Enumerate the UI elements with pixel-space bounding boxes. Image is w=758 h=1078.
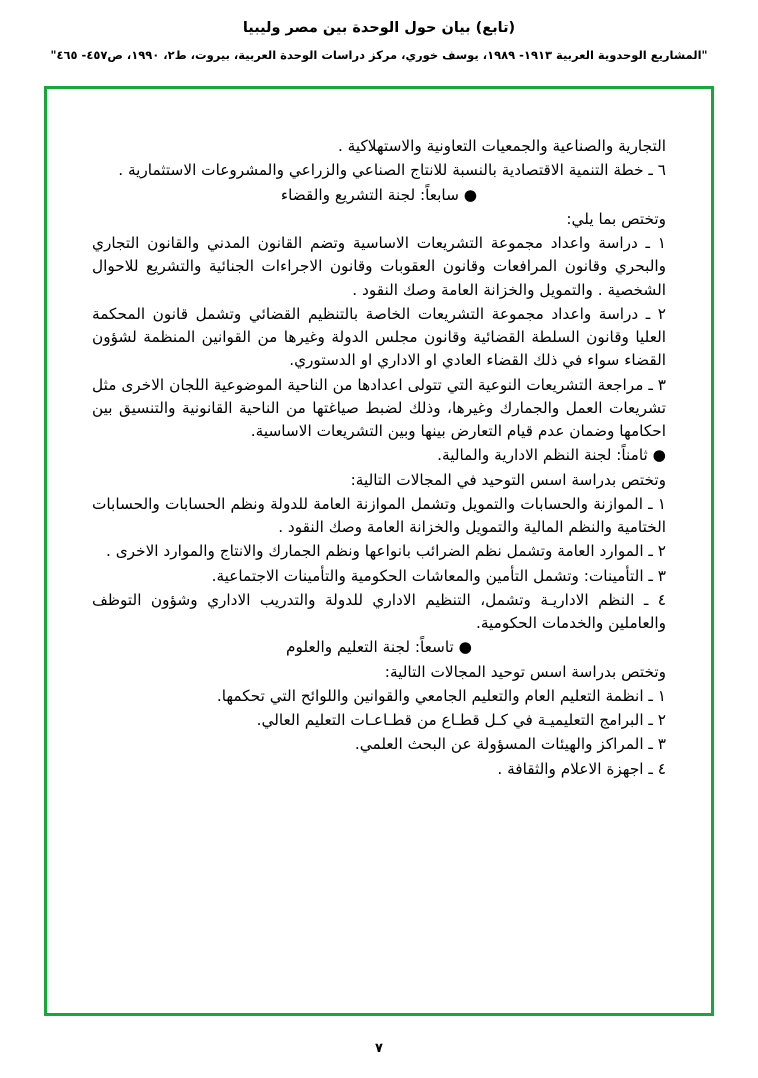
body-line: ١ ـ الموازنة والحسابات والتمويل وتشمل الموازنة العامة للدولة ونظم الحسابات والحسابات الختامية والنظم المالية والتمويل والخزانة العامة وصك النقود . bbox=[92, 494, 666, 536]
body-line: ٢ ـ دراسة واعداد مجموعة التشريعات الخاصة بالتنظيم القضائي وتشمل قانون المحكمة العليا وقانون السلطة القضائية وقانون مجلس الدولة وغيرها من القوانين المنظمة لشؤون القضاء سواء في ذلك القضاء العادي او الاداري او الدستوري. bbox=[92, 304, 666, 370]
document-body bbox=[44, 135, 714, 782]
body-line: ٣ ـ التأمينات: وتشمل التأمين والمعاشات الحكومية والتأمينات الاجتماعية. bbox=[211, 566, 666, 585]
source-citation: "المشاريع الوحدوية العربية ١٩١٣- ١٩٨٩، يوسف خوري، مركز دراسات الوحدة العربية، بيروت، ط٢، ١٩٩٠، ص٤٥٧- ٤٦٥" bbox=[50, 48, 708, 63]
body-line: ٣ ـ مراجعة التشريعات النوعية التي تتولى اعدادها من الناحية الموضوعية اللجان الاخرى مثل تشريعات العمل والجمارك وغيرها، وذلك لضبط صياغتها من الناحية القانونية والتنسيق بين احكامها وضمان عدم قيام التعارض بينها وبين التشريعات الاساسية. bbox=[92, 375, 666, 440]
body-line: وتختص بدراسة اسس توحيد المجالات التالية: bbox=[384, 662, 666, 681]
body-line: ٦ ـ خطة التنمية الاقتصادية بالنسبة للانتاج الصناعي والزراعي والمشروعات الاستثمارية . bbox=[118, 161, 666, 180]
body-line: ٢ ـ البرامج التعليميـة في كـل قطـاع من قطـاعـات التعليم العالي. bbox=[256, 711, 666, 729]
page-title: (تابع) بيان حول الوحدة بين مصر وليبيا bbox=[242, 20, 516, 36]
body-line: ١ ـ دراسة واعداد مجموعة التشريعات الاساسية وتضم القانون المدني والقانون التجاري والبحري وقانون المرافعات وقانون العقوبات وقانون الاجراءات الجنائية والتشريع للاحوال الشخصية . والتمويل والخزانة العامة وصك النقود . bbox=[92, 234, 666, 299]
body-line: التجارية والصناعية والجمعيات التعاونية والاستهلاكية . bbox=[337, 137, 666, 155]
body-line: وتختص بدراسة اسس التوحيد في المجالات التالية: bbox=[350, 470, 666, 489]
body-line: ٢ ـ الموارد العامة وتشمل نظم الضرائب بانواعها ونظم الجمارك والانتاج والموارد الاخرى . bbox=[105, 542, 666, 561]
body-line: ٤ ـ النظم الاداريـة وتشمل، التنظيم الاداري للدولة والتدريب الاداري وشؤون التوظف والعاملين والخدمات الحكومية. bbox=[92, 590, 666, 632]
body-line: ١ ـ انظمة التعليم العام والتعليم الجامعي والقوانين واللوائح التي تحكمها. bbox=[216, 686, 666, 705]
page-number: ٧ bbox=[375, 1041, 383, 1056]
body-line: وتختص بما يلي: bbox=[566, 209, 666, 228]
section-heading-ninth: ● تاسعاً: لجنة التعليم والعلوم bbox=[286, 638, 472, 657]
document-header bbox=[0, 0, 758, 63]
body-line: ٤ ـ اجهزة الاعلام والثقافة . bbox=[497, 759, 666, 778]
section-heading-seventh: ● سابعاً: لجنة التشريع والقضاء bbox=[280, 185, 478, 204]
section-heading-eighth: ● ثامناً: لجنة النظم الادارية والمالية. bbox=[437, 446, 666, 465]
body-line: ٣ ـ المراكز والهيئات المسؤولة عن البحث العلمي. bbox=[354, 735, 666, 754]
